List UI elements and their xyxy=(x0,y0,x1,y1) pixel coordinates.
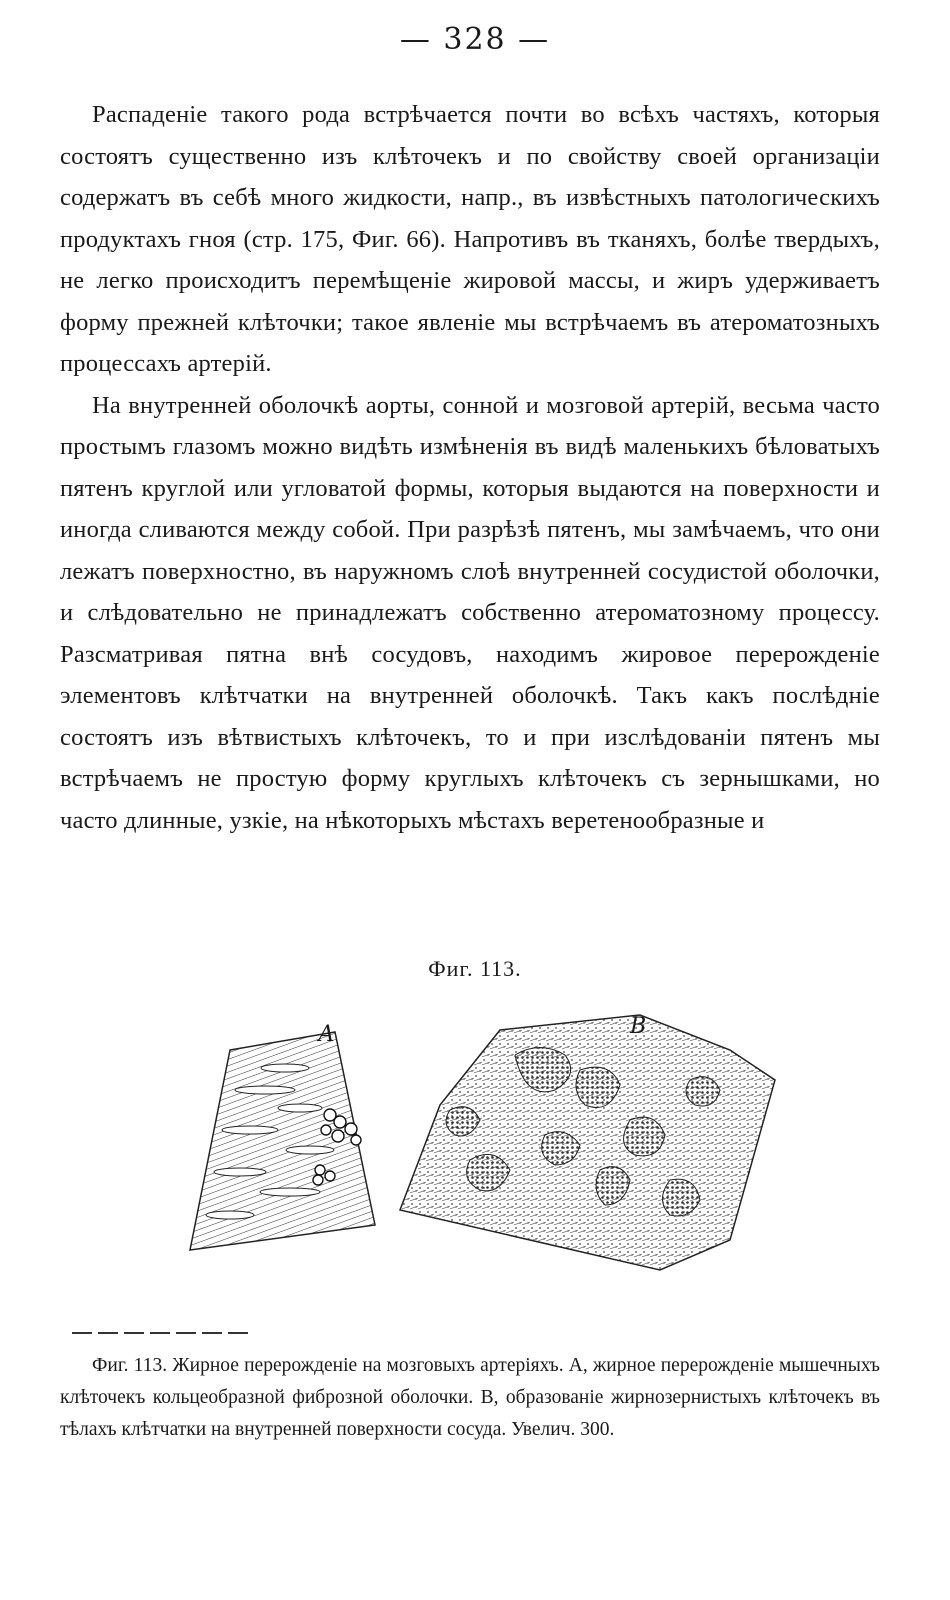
figure-label: Фиг. 113. xyxy=(428,956,522,981)
footnote-rule xyxy=(72,1332,250,1334)
figure-illustration xyxy=(170,1010,890,1310)
panel-a-letter: А xyxy=(318,1022,335,1047)
figure-caption xyxy=(60,1350,880,1446)
histology-drawing xyxy=(170,1010,890,1310)
panel-a-drawing xyxy=(190,1032,375,1250)
panel-b-drawing xyxy=(400,1015,775,1270)
caption-text: Фиг. 113. Жирное перерожденіе на мозговыхъ артеріяхъ. А, жирное перерожденіе мышечныхъ клѣточекъ кольцеобразной фиброзной оболочки. В, образованіе жирнозернистыхъ клѣточекъ въ тѣлахъ клѣтчатки на внутренней поверхности сосуда. Увелич. 300. xyxy=(60,1355,880,1440)
page-number: — 328 — xyxy=(399,22,551,57)
panel-b-letter: В xyxy=(630,1014,647,1039)
paragraph-2: На внутренней оболочкѣ аорты, сонной и мозговой артерій, весьма часто простымъ глазомъ можно видѣть измѣненія въ видѣ маленькихъ бѣловатыхъ пятенъ круглой или угловатой формы, которыя выдаются на поверхности и иногда сливаются между собой. При разрѣзѣ пятенъ, мы замѣчаемъ, что они лежатъ поверхностно, въ наружномъ слоѣ внутренней сосудистой оболочки, и слѣдовательно не принадлежатъ собственно атероматозному процессу. Разсматривая пятна внѣ сосудовъ, находимъ жировое перерожденіе элементовъ клѣтчатки на внутренней оболочкѣ. Такъ какъ послѣдніе состоятъ изъ вѣтвистыхъ клѣточекъ, то и при изслѣдованіи пятенъ мы встрѣчаемъ не простую форму круглыхъ клѣточекъ съ зернышками, но часто длинные, узкіе, на нѣкоторыхъ мѣстахъ веретенообразные и xyxy=(60,391,880,834)
body-text xyxy=(60,94,880,841)
paragraph-1: Распаденіе такого рода встрѣчается почти во всѣхъ частяхъ, которыя состоятъ существенно изъ клѣточекъ и по свойству своей организаціи содержатъ въ себѣ много жидкости, напр., въ извѣстныхъ патологическихъ продуктахъ гноя (стр. 175, Фиг. 66). Напротивъ въ тканяхъ, болѣе твердыхъ, не легко происходитъ перемѣщеніе жировой массы, и жиръ удерживаетъ форму прежней клѣточки; такое явленіе мы встрѣчаемъ въ атероматозныхъ процессахъ артерій. xyxy=(60,101,880,377)
